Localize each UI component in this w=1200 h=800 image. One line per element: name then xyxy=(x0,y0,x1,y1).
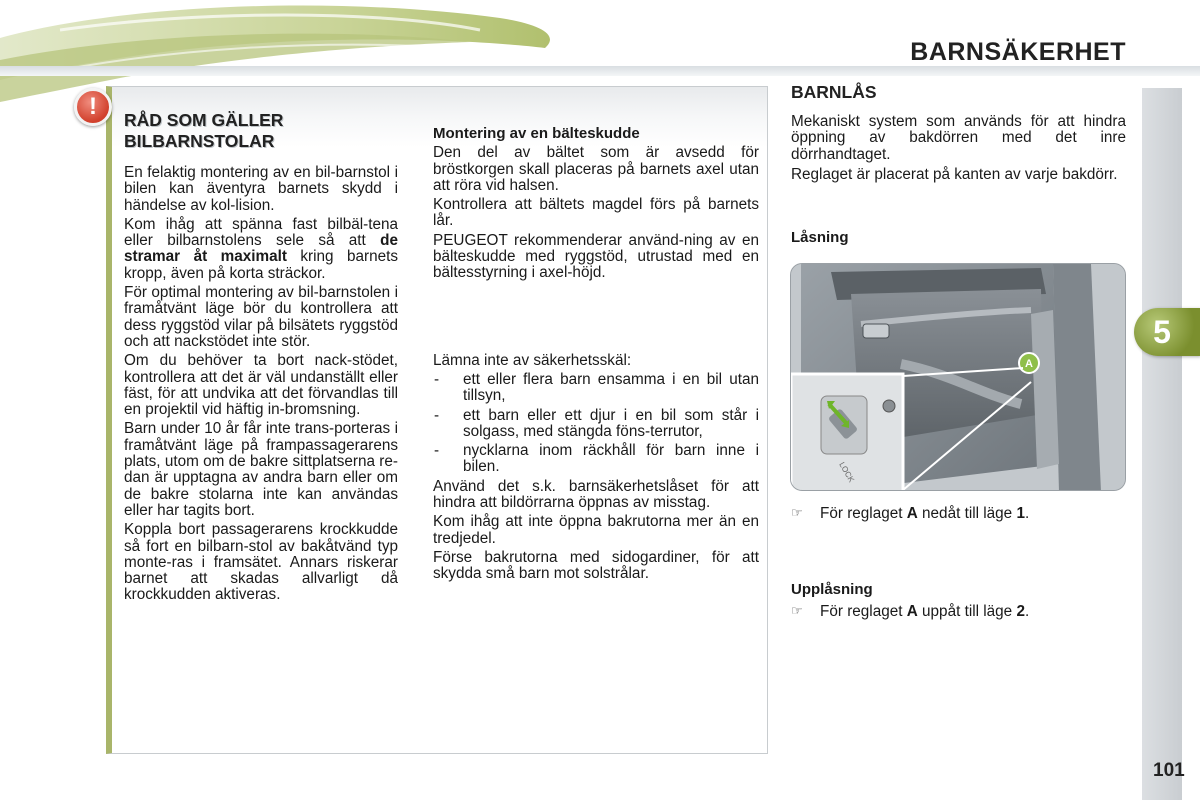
instruction-before: För reglaget xyxy=(820,603,903,620)
pointing-hand-icon: ☞ xyxy=(791,505,803,520)
dash-bullet: - xyxy=(434,406,440,424)
instruction-text xyxy=(820,505,1029,523)
paragraph: Reglaget är placerat på kanten av varje bakdörr. xyxy=(791,165,1118,183)
door-drawing xyxy=(791,264,1126,491)
locking-instruction xyxy=(791,505,1029,523)
list-item xyxy=(433,443,759,476)
locking-heading: Låsning xyxy=(791,229,849,246)
unattended-intro: Lämna inte av säkerhetsskäl: xyxy=(433,351,632,369)
paragraph: För optimal montering av bil-barnstolen i framåtvänt läge bör du kontrollera att dess ryggstöd vilar på bilsätets ryggstöd och att nackstödet inte stör. xyxy=(124,284,398,350)
marker-label: A xyxy=(1025,358,1033,370)
instruction-end: . xyxy=(1024,603,1030,620)
barnlas-description xyxy=(791,114,1126,187)
list-item-text: ett barn eller ett djur i en bil som står i solgass, med stängda föns-terrutor, xyxy=(463,406,759,440)
strap-text-before: Kom ihåg att spänna fast bilbäl-tena eller bilbarnstolens sele så att xyxy=(124,215,398,250)
instruction-control: A xyxy=(906,505,918,522)
unlocking-heading: Upplåsning xyxy=(791,581,873,598)
instruction-control: A xyxy=(906,603,918,620)
unlocking-instruction xyxy=(791,603,1029,621)
barnlas-title: BARNLÅS xyxy=(791,82,877,102)
paragraph: Den del av bältet som är avsedd för bröstkorgen skall placeras på barnets axel utan att röra vid halsen. xyxy=(433,144,759,194)
paragraph: Barn under 10 år får inte trans-porteras i framåtvänt läge på frampassagerarens plats, utom om de bakre sittplatserna re-dan är upptagna av andra barn eller om de bakre stolarna inte kan användas eller har tagits bort. xyxy=(124,420,398,519)
page-title: BARNSÄKERHET xyxy=(910,38,1126,66)
instruction-middle: uppåt till läge xyxy=(922,603,1013,620)
lock-label: LOCK xyxy=(837,460,856,484)
pointing-hand-icon: ☞ xyxy=(791,603,803,618)
paragraph: PEUGEOT rekommenderar använd-ning av en bälteskudde med ryggstöd, utrustad med en bältesstyrning i axel-höjd. xyxy=(433,231,759,282)
cushion-heading: Montering av en bälteskudde xyxy=(433,125,640,142)
paragraph: Förse bakrutorna med sidogardiner, för att skydda små barn mot solstrålar. xyxy=(433,548,759,583)
paragraph: Kom ihåg att inte öppna bakrutorna mer än en tredjedel. xyxy=(433,513,759,547)
instruction-before: För reglaget xyxy=(820,505,903,522)
dash-bullet: - xyxy=(434,370,440,388)
list-item-text: nycklarna inom räckhåll för barn inne i bilen. xyxy=(463,442,759,476)
column-spacer xyxy=(433,285,759,339)
instruction-position: 2 xyxy=(1016,603,1025,620)
strap-text-bold: de stramar åt maximalt xyxy=(124,232,398,266)
list-item-text: ett eller flera barn ensamma i en bil utan tillsyn, xyxy=(463,370,759,405)
warning-middle-column xyxy=(433,126,759,586)
paragraph: Koppla bort passagerarens krockkudde så fort en bilbarn-stol av bakåtvänd typ monte-ras i framsätet. Annars riskerar barnet att skadas allvarligt då krockkudden aktiveras. xyxy=(124,521,398,604)
list-item xyxy=(433,372,759,405)
instruction-end: . xyxy=(1024,505,1030,522)
strap-paragraph xyxy=(124,217,398,282)
instruction-middle: nedåt till läge xyxy=(922,505,1013,522)
dash-bullet: - xyxy=(434,442,440,460)
page-number: 101 xyxy=(1153,760,1185,781)
rear-door-child-lock-illustration xyxy=(790,263,1126,491)
paragraph: Kontrollera att bältets magdel förs på barnets lår. xyxy=(433,196,759,230)
instruction-position: 1 xyxy=(1016,505,1025,522)
list-item xyxy=(433,408,759,441)
header-band xyxy=(0,66,1200,76)
warning-exclamation-icon: ! xyxy=(74,88,112,126)
warning-heading: RÅD SOM GÄLLER BILBARNSTOLAR xyxy=(124,110,284,151)
paragraph: Om du behöver ta bort nack-stödet, kontrollera att det är väl undanställt eller fäst, för att undvika att det förvandlas till en projektil vid häftig in-bromsning. xyxy=(124,352,398,419)
instruction-text xyxy=(820,603,1029,621)
paragraph: Mekaniskt system som används för att hindra öppning av bakdörren med det inre dörrhandtaget. xyxy=(791,113,1126,163)
side-margin-strip xyxy=(1142,88,1182,800)
paragraph: En felaktig montering av en bil-barnstol i bilen kan äventyra barnets skydd i händelse av kol-lision. xyxy=(124,164,398,214)
paragraph: Använd det s.k. barnsäkerhetslåset för att hindra att bildörrarna öppnas av misstag. xyxy=(433,477,759,512)
strap-text-after: kring barnets kropp, även på korta sträckor. xyxy=(124,248,399,282)
chapter-tab: 5 xyxy=(1134,308,1200,356)
warning-left-column xyxy=(124,165,398,607)
